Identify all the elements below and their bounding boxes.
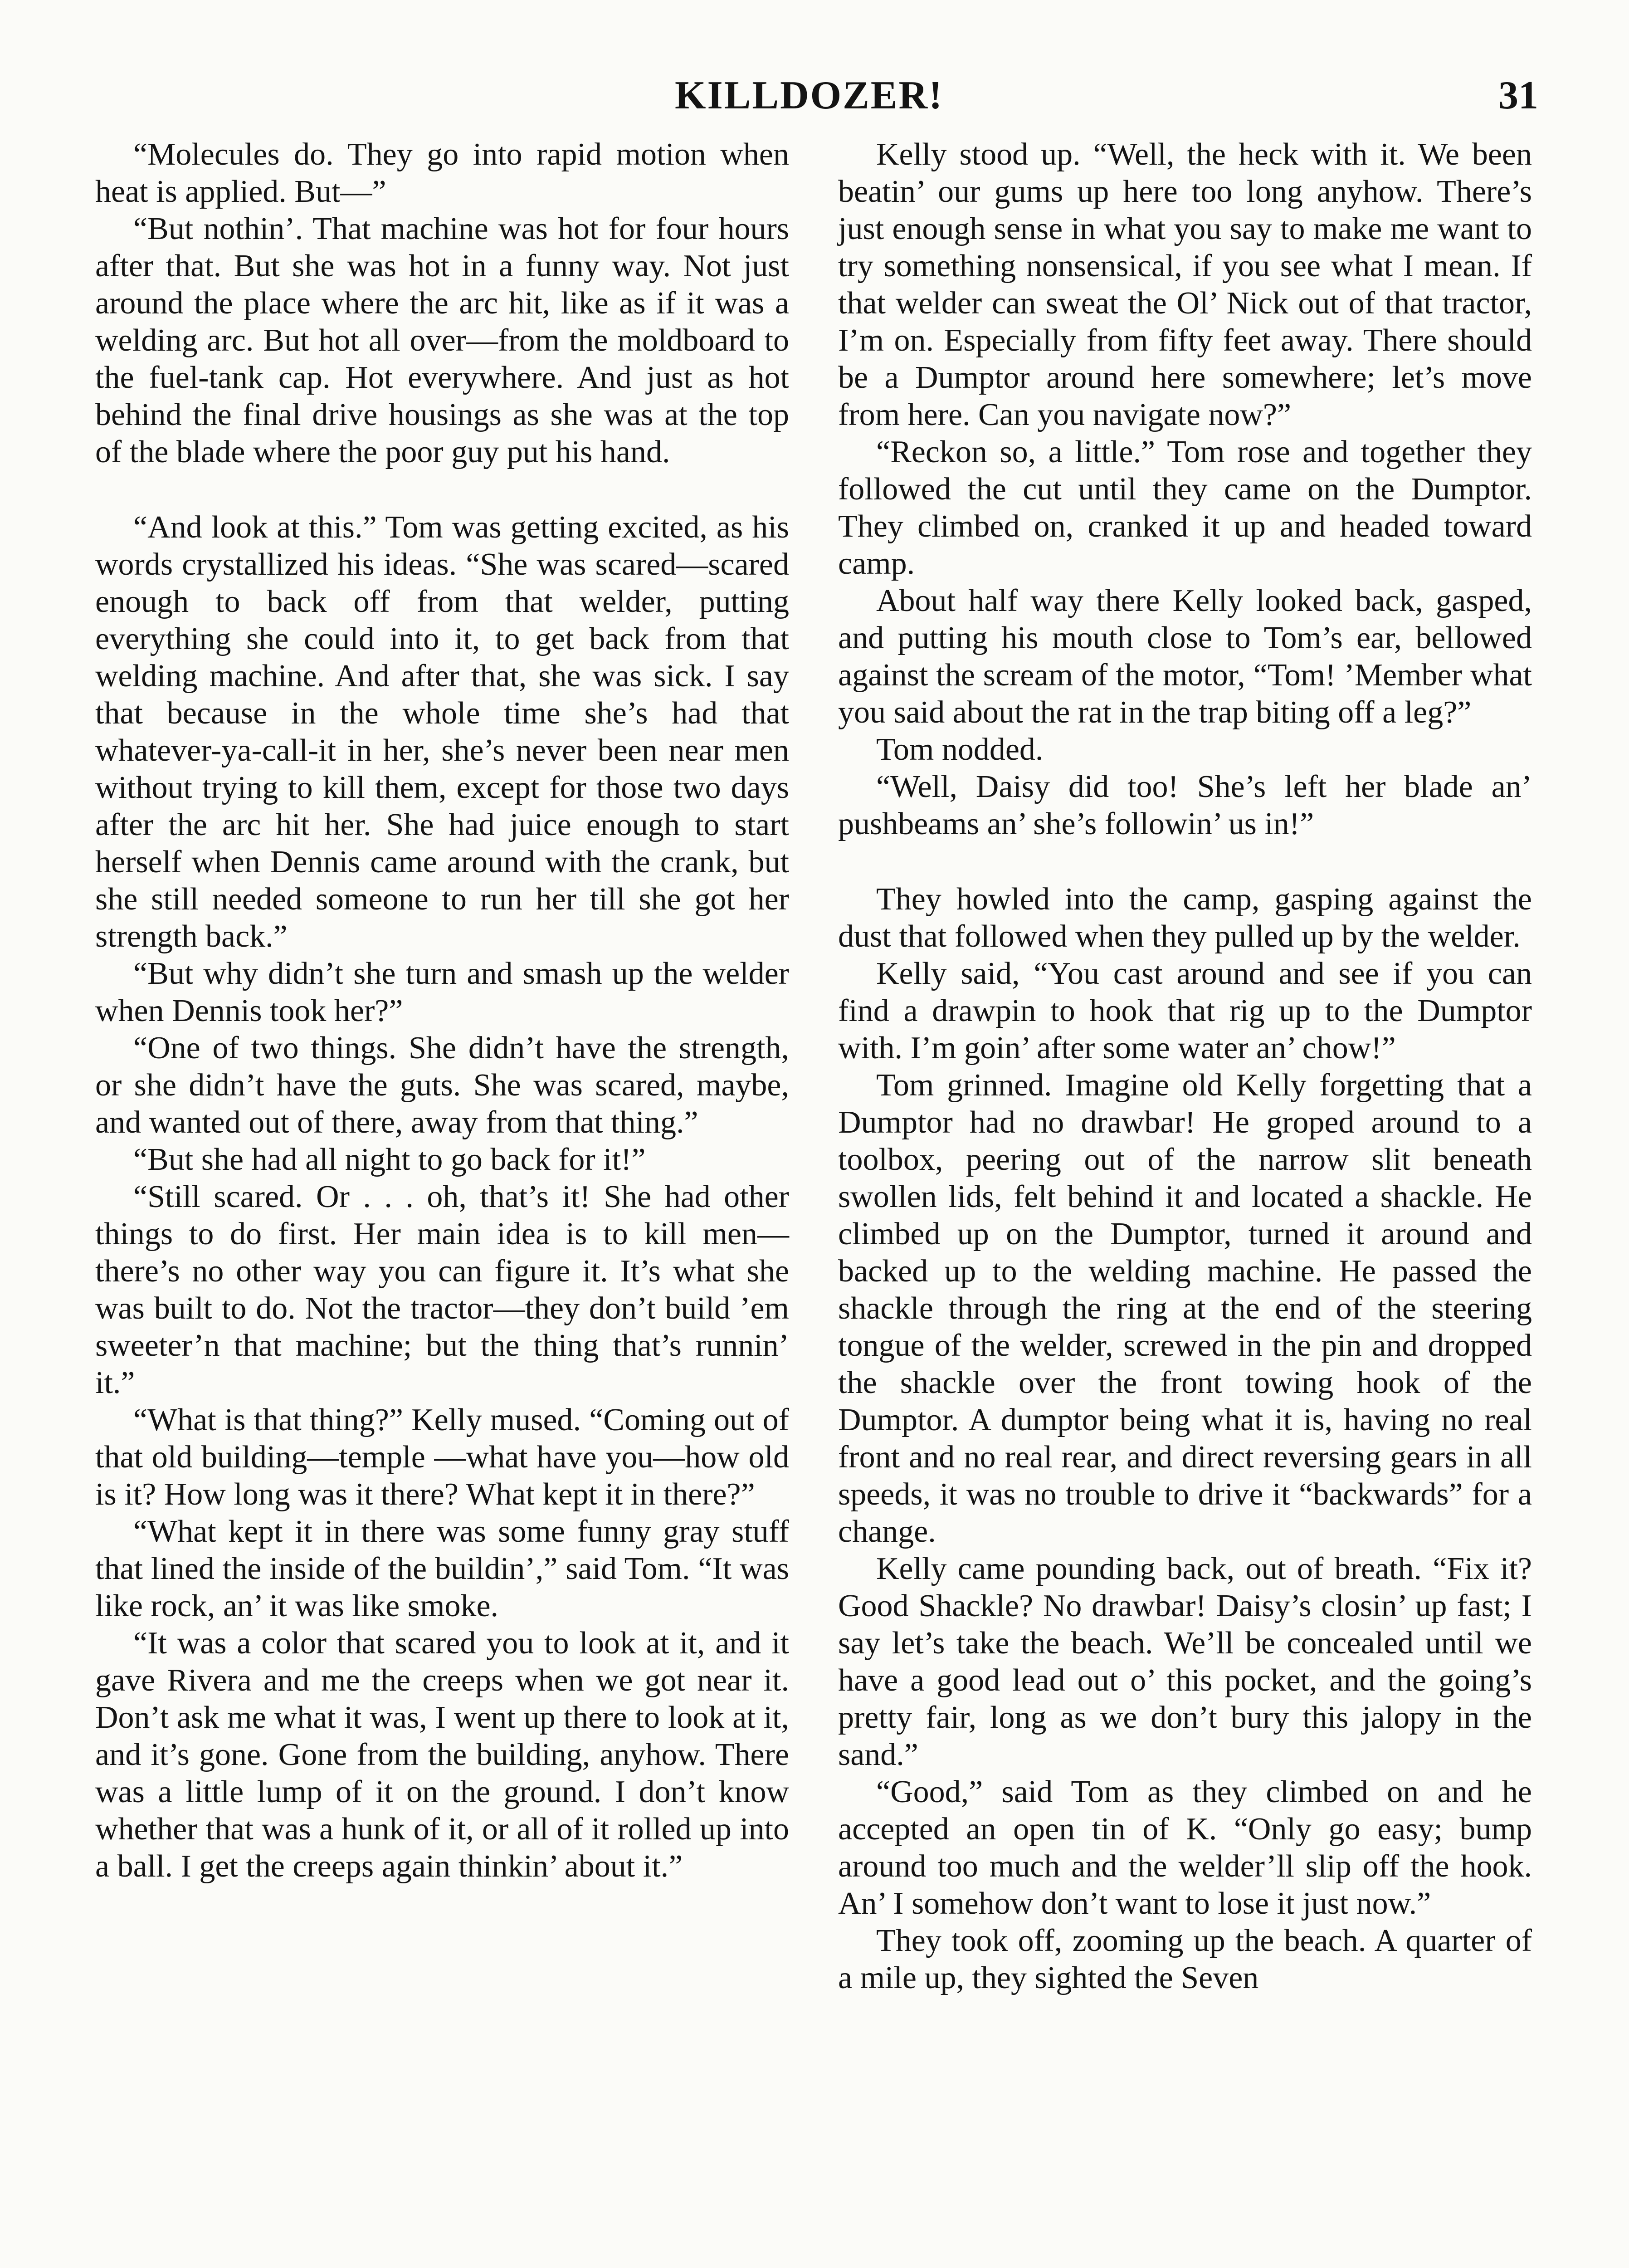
paragraph: Tom grinned. Imagine old Kelly forgetting that a Dumptor had no drawbar! He groped around to a toolbox, peering out of the narrow slit beneath swollen lids, felt behind it and located a shackle. He climbed up on the Dumptor, turned it around and backed up to the welding machine. He passed the shackle through the ring at the end of the steering tongue of the welder, screwed in the pin and dropped the shackle over the front towing hook of the Dumptor. A dumptor being what it is, having no real front and no real rear, and direct reversing gears in all speeds, it was no trouble to drive it “backwards” for a change. [838,1068,1532,1549]
paragraph: About half way there Kelly looked back, gasped, and putting his mouth close to Tom’s ear, bellowed against the scream of the motor, “Tom! ’Member what you said about the rat in the trap biting off a leg?” [838,583,1532,730]
page-number: 31 [1498,73,1538,117]
paragraph: “It was a color that scared you to look at it, and it gave Rivera and me the creeps when we got near it. Don’t ask me what it was, I went up there to look at it, and it’s gone. Gone from the building, anyhow. There was a little lump of it on the ground. I don’t know whether that was a hunk of it, or all of it rolled up into a ball. I get the creeps again thinkin’ about it.” [95,1626,789,1884]
paragraph: “But why didn’t she turn and smash up the welder when Dennis took her?” [95,956,789,1028]
paragraph: “Still scared. Or . . . oh, that’s it! She had other things to do first. Her main idea is to kill men—there’s no other way you can figure it. It’s what she was built to do. Not the tractor—they don’t build ’em sweeter’n that machine; but the thing that’s runnin’ it.” [95,1179,789,1400]
paragraph: “What kept it in there was some funny gray stuff that lined the inside of the buildin’,” said Tom. “It was like rock, an’ it was like smoke. [95,1514,789,1623]
paragraph: “Reckon so, a little.” Tom rose and together they followed the cut until they came on the Dumptor. They climbed on, cranked it up and headed toward camp. [838,435,1532,581]
paragraph: They took off, zooming up the beach. A quarter of a mile up, they sighted the Seven [838,1923,1532,1995]
paragraph: “What is that thing?” Kelly mused. “Coming out of that old building—temple —what have you—how old is it? How long was it there? What kept it in there?” [95,1403,789,1512]
paragraph: “And look at this.” Tom was getting excited, as his words crystallized his ideas. “She was scared—scared enough to back off from that welder, putting everything she could into it, to get back from that welding machine. And after that, she was sick. I say that because in the whole time she’s had that whatever-ya-call-it in her, she’s never been near men without trying to kill them, except for those two days after the arc hit her. She had juice enough to start herself when Dennis came around with the crank, but she still needed someone to run her till she got her strength back.” [95,510,789,954]
paragraph: “Molecules do. They go into rapid motion when heat is applied. But—” [95,137,789,209]
left-column [95,136,789,1885]
paragraph: “But nothin’. That machine was hot for four hours after that. But she was hot in a funny way. Not just around the place where the arc hit, like as if it was a welding arc. But hot all over—from the moldboard to the fuel-tank cap. Hot everywhere. And just as hot behind the final drive housings as she was at the top of the blade where the poor guy put his hand. [95,211,789,469]
paragraph: Kelly came pounding back, out of breath. “Fix it? Good Shackle? No drawbar! Daisy’s closin’ up fast; I say let’s take the beach. We’ll be concealed until we have a good lead out o’ this pocket, and the going’s pretty fair, long as we don’t bury this jalopy in the sand.” [838,1551,1532,1772]
paragraph: They howled into the camp, gasping against the dust that followed when they pulled up by the welder. [838,882,1532,954]
paragraph: Tom nodded. [876,732,1044,767]
page-header [0,73,1629,127]
right-column [838,136,1532,1997]
paragraph: “But she had all night to go back for it!” [133,1142,646,1177]
paragraph: “Well, Daisy did too! She’s left her blade an’ pushbeams an’ she’s followin’ us in!” [838,769,1532,841]
paragraph: Kelly stood up. “Well, the heck with it. We been beatin’ our gums up here too long anyhow. There’s just enough sense in what you say to make me want to try something nonsensical, if you see what I mean. If that welder can sweat the Ol’ Nick out of that tractor, I’m on. Especially from fifty feet away. There should be a Dumptor around here somewhere; let’s move from here. Can you navigate now?” [838,137,1532,432]
paragraph: Kelly said, “You cast around and see if you can find a drawpin to hook that rig up to the Dumptor with. I’m goin’ after some water an’ chow!” [838,956,1532,1066]
paragraph: “One of two things. She didn’t have the strength, or she didn’t have the guts. She was scared, maybe, and wanted out of there, away from that thing.” [95,1031,789,1140]
paragraph: “Good,” said Tom as they climbed on and he accepted an open tin of K. “Only go easy; bump around too much and the welder’ll slip off the hook. An’ I somehow don’t want to lose it just now.” [838,1774,1532,1921]
running-title: KILLDOZER! [675,73,944,117]
